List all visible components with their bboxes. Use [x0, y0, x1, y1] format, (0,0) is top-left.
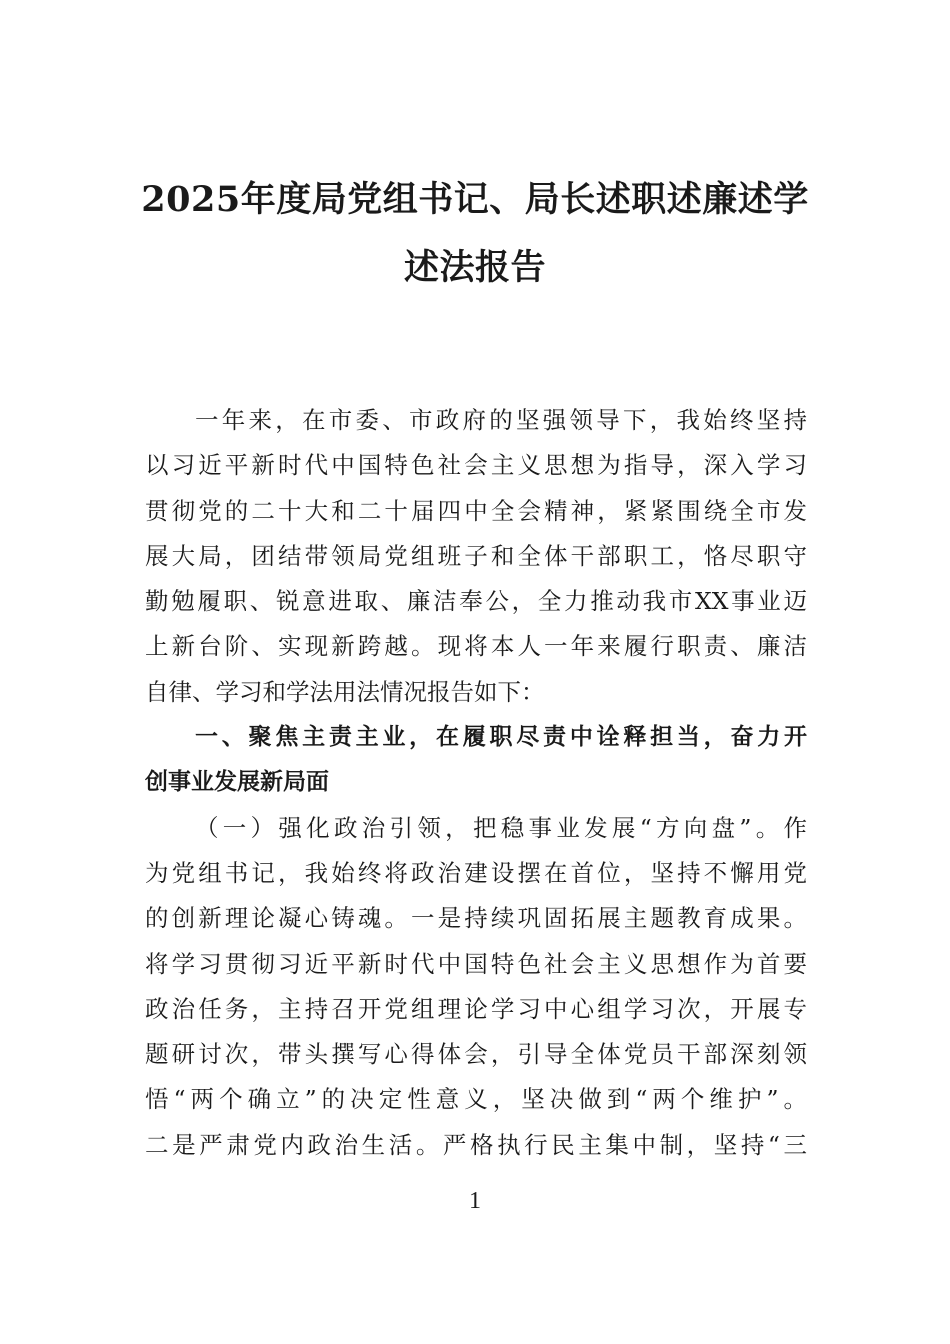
paragraph-1-line: 自律、学习和学法用法情况报告如下： — [145, 677, 545, 706]
document-body — [145, 398, 807, 1168]
paragraph-1-line: 贯彻党的二十大和二十届四中全会精神，紧紧围绕全市发 — [145, 496, 807, 525]
paragraph-1-line: 一年来，在市委、市政府的坚强领导下，我始终坚持 — [195, 406, 807, 434]
title-line-2: 述法报告 — [403, 247, 546, 288]
paragraph-1-line: 以习近平新时代中国特色社会主义思想为指导，深入学习 — [145, 451, 807, 480]
document-title — [120, 166, 830, 302]
paragraph-2-line: 悟“两个确立”的决定性意义，坚决做到“两个维护”。 — [145, 1085, 807, 1114]
paragraph-1-line: 勤勉履职、锐意进取、廉洁奉公，全力推动我市XX事业迈 — [145, 587, 807, 616]
section-heading-line: 创事业发展新局面 — [145, 769, 329, 796]
paragraph-2-line: 将学习贯彻习近平新时代中国特色社会主义思想作为首要 — [145, 949, 807, 978]
section-heading-line: 一、聚焦主责主业，在履职尽责中诠释担当，奋力开 — [195, 724, 807, 751]
paragraph-2-line: 为党组书记，我始终将政治建设摆在首位，坚持不懈用党 — [145, 858, 807, 887]
title-line-1: 2025年度局党组书记、局长述职述廉述学 — [141, 179, 809, 220]
paragraph-2-line: 题研讨次，带头撰写心得体会，引导全体党员干部深刻领 — [145, 1040, 807, 1069]
paragraph-2-line: 二是严肃党内政治生活。严格执行民主集中制，坚持“三 — [145, 1130, 807, 1159]
paragraph-2-line: （一）强化政治引领，把稳事业发展“方向盘”。作 — [195, 813, 807, 842]
paragraph-2-line: 政治任务，主持召开党组理论学习中心组学习次，开展专 — [145, 994, 807, 1023]
paragraph-2-line: 的创新理论凝心铸魂。一是持续巩固拓展主题教育成果。 — [145, 904, 807, 933]
page-number: 1 — [469, 1188, 481, 1214]
paragraph-1-line: 展大局，团结带领局党组班子和全体干部职工，恪尽职守 — [145, 541, 807, 570]
paragraph-1-line: 上新台阶、实现新跨越。现将本人一年来履行职责、廉洁 — [145, 632, 807, 661]
